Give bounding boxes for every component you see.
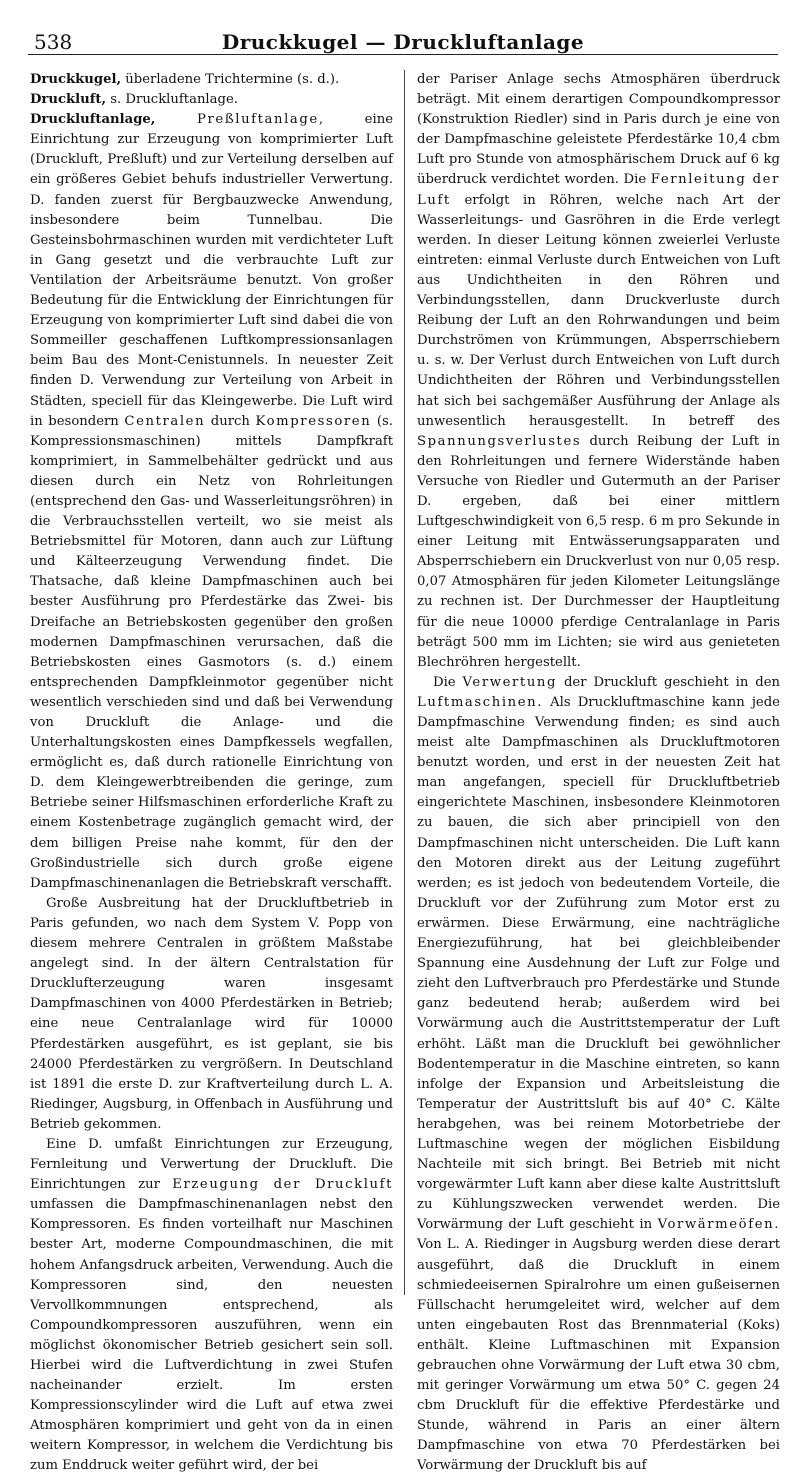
page-header <box>28 14 778 55</box>
spaced-term: Fernleitung der Luft <box>417 172 780 208</box>
paragraph: Große Ausbreitung hat der Druckluftbetrieb in Paris gefunden, wo nach dem System V. Popp von diesem mehrere Centralen in größtem Maßstabe angelegt sind. In der ältern Centralstation für Drucklufterzeugung waren insgesamt Dampfmaschinen von 4000 Pferdestärken in Betrieb; eine neue Centralanlage wird für 10000 Pferdestärken ausgeführt, es ist geplant, sie bis 24000 Pferdestärken zu vergrößern. In Deutschland ist 1891 die erste D. zur Kraftverteilung durch L. A. Riedinger, Augsburg, in Offenbach in Ausführung und Betrieb gekommen. <box>30 895 393 1132</box>
right-column <box>417 70 780 1474</box>
entry-headword: Druckkugel, <box>30 72 122 87</box>
paragraph-text: Als Druckluftmaschine kann jede Dampfmaschine Verwendung finden; es sind auch meist alte Dampfmaschinen als Druckluftmotoren benutzt worden, und erst in der neuesten Zeit hat man angefangen, speciell für Druckluftbetrieb eingerichtete Maschinen, insbesondere Kleinmotoren zu bauen, die sich aber principiell von den Dampfmaschinen nicht unterscheiden. Die Luft kann den Motoren direkt aus der Leitung zugeführt werden; es ist jedoch von bedeutendem Vorteile, die Druckluft vor der Zuführung zum Motor erst zu erwärmen. Diese Erwärmung, eine nachträgliche Energiezuführung, hat bei gleichbleibender Spannung eine Ausdehnung der Luft zur Folge und zieht den Luftverbrauch pro Pferdestärke und Stunde ganz bedeutend herab; außerdem wird bei Vorwärmung auch die Austrittstemperatur der Luft erhöht. Läßt man die Druckluft bei gewöhnlicher Bodentemperatur in die Maschine eintreten, so kann infolge der Expansion und Arbeitsleistung die Temperatur der Austrittsluft bis auf 40° C. Kälte herabgehen, was bei reinem Motorbetriebe der Luftmaschine wegen der möglichen Eisbildung Nachteile mit sich bringt. Bei Betrieb mit nicht vorgewärmter Luft kann aber diese kalte Austrittsluft zu Kühlungszwecken verwendet werden. Die Vorwärmung der Luft geschieht in <box>417 694 780 1233</box>
paragraph-text: Von L. A. Riedinger in Augsburg werden diese derart ausgeführt, daß die Druckluft in einem schmiedeeisernen Spiralrohre um einen gußeisernen Füllschacht herumgeleitet wird, welcher auf dem unten eingebauten Rost das Brennmaterial (Koks) enthält. Kleine Luftmaschinen mit Expansion gebrauchen ohne Vorwärmung der Luft etwa 30 cbm, mit geringer Vorwärmung um etwa 50° C. gegen 24 cbm Druckluft für die effektive Pferdestärke und Stunde, während in Paris an einer ältern Dampfmaschine von etwa 70 Pferdestärken bei Vorwärmung der Druckluft bis auf <box>417 1237 780 1474</box>
entry-text: (s. Kompressionsmaschinen) mittels Dampfkraft komprimiert, in Sammelbehälter gedrückt und aus diesen durch ein Netz von Rohrleitungen (entsprechend den Gas- und Wasserleitungsröhren) in die Verbrauchsstellen verteilt, wo sie meist als Betriebsmittel für Motoren, dann auch zur Lüftung und Kälteerzeugung Verwendung findet. Die Thatsache, daß kleine Dampfmaschinen auch bei bester Ausführung pro Pferdestärke das Zwei- bis Dreifache an Betriebskosten gegenüber den großen modernen Dampfmaschinen verursachen, daß die Betriebskosten eines Gasmotors (s. d.) einem entsprechenden Dampfkleinmotor gegenüber nicht wesentlich verschieden sind und daß bei Verwendung von Druckluft die Anlage- und die Unterhaltungskosten eines Dampfkessels wegfallen, ermöglicht es, daß durch rationelle Einrichtung von D. dem Kleingewerbtreibenden die geringe, zum Betriebe seiner Hilfsmaschinen erforderliche Kraft zu einem Kostenbetrage zugänglich gemacht wird, der dem billigen Preise nahe kommt, für den der Großindustrielle sich durch große eigene Dampfmaschinenanlagen die Betriebskraft verschafft. <box>30 413 393 891</box>
text-columns <box>30 70 780 1474</box>
spaced-term: Verwertung <box>462 674 558 690</box>
page-number: 538 <box>34 30 73 54</box>
paragraph-text: durch Reibung der Luft in den Rohrleitungen und fernere Widerstände haben Versuche von Riedler und Gutermuth an der Pariser D. ergeben, daß bei einer mittlern Luftgeschwindigkeit von 6,5 resp. 6 m pro Sekunde in einer Leitung mit Entwässerungsapparaten und Absperrschiebern ein Druckverlust von nur 0,05 resp. 0,07 Atmosphären für jeden Kilometer Leitungslänge zu rechnen ist. Der Durchmesser der Hauptleitung für die neue 10000 pferdige Centralanlage in Paris beträgt 500 mm im Lichten; sie wird aus genieteten Blechröhren hergestellt. <box>417 433 780 670</box>
entry-text: s. Druckluftanlage. <box>106 92 238 108</box>
entry-druckkugel <box>30 70 393 90</box>
entry-headword: Druckluft, <box>30 92 107 108</box>
paragraph-text: der Druckluft geschieht in den <box>557 674 780 690</box>
spaced-term: Preßluftanlage, <box>155 112 325 128</box>
paragraph <box>417 673 780 1477</box>
paragraph-text: Eine D. umfaßt Einrichtungen zur Erzeugung, Fernleitung und Verwertung der Druckluft. Die Einrichtungen zur <box>30 1136 393 1193</box>
spaced-term: Luftmaschinen. <box>417 694 544 710</box>
column-divider <box>404 70 405 1295</box>
paragraph <box>417 70 780 673</box>
spaced-term: Spannungsverlustes <box>417 433 582 449</box>
entry-druckluft <box>30 90 393 110</box>
spaced-term: Centralen <box>124 413 206 429</box>
entry-text: überladene Trichtermine (s. d.). <box>121 72 340 87</box>
spaced-term: Kompressoren <box>255 413 372 429</box>
spaced-term: Vorwärmeöfen. <box>657 1217 780 1233</box>
paragraph-text: der Pariser Anlage sechs Atmosphären überdruck beträgt. Mit einem derartigen Compoundkompressor (Konstruktion Riedler) sind in Paris durch je eine von der Dampfmaschine geleistete Pferdestärke 10,4 cbm Luft pro Stunde von atmosphärischem Druck auf 6 kg überdruck verdichtet worden. Die <box>417 72 780 188</box>
entry-headword: Druckluftanlage, <box>30 112 156 128</box>
running-head: Druckkugel — Druckluftanlage <box>221 30 585 54</box>
entry-druckluftanlage <box>30 110 393 894</box>
entry-text: eine Einrichtung zur Erzeugung von komprimierter Luft (Druckluft, Preßluft) und zur Verteilung derselben auf ein größeres Gebiet behufs industrieller Verwertung. D. fanden zuerst für Bergbauzwecke Anwendung, insbesondere beim Tunnelbau. Die Gesteinsbohrmaschinen wurden mit verdichteter Luft in Gang gesetzt und die verbrauchte Luft zur Ventilation der Arbeitsräume benutzt. Von großer Bedeutung für die Entwicklung der Einrichtungen für Erzeugung von komprimierter Luft sind dabei die von Sommeiller geschaffenen Luftkompressionsanlagen beim Bau des Mont-Cenistunnels. In neuester Zeit finden D. Verwendung zur Verteilung von Arbeit in Städten, speciell für das Kleingewerbe. Die Luft wird in besondern <box>30 112 393 429</box>
entry-text: durch <box>205 413 256 429</box>
paragraph-text: erfolgt in Röhren, welche nach Art der Wasserleitungs- und Gasröhren in die Erde verlegt werden. In dieser Leitung können zweierlei Verluste eintreten: einmal Verluste durch Entweichen von Luft aus Undichtheiten in den Röhren und Verbindungsstellen, dann Druckverluste durch Reibung der Luft an den Rohrwandungen und beim Durchströmen von Krümmungen, Absperrschiebern u. s. w. Der Verlust durch Entweichen von Luft durch Undichtheiten der Röhren und Verbindungsstellen hat sich bei sachgemäßer Ausführung der Anlage als unwesentlich herausgestellt. In betreff des <box>417 192 780 429</box>
paragraph <box>30 1135 393 1477</box>
spaced-term: Erzeugung der Druckluft <box>172 1177 393 1193</box>
paragraph-text: umfassen die Dampfmaschinenanlagen nebst den Kompressoren. Es finden vorteilhaft nur Maschinen bester Art, moderne Compoundmaschinen, die mit hohem Anfangsdruck arbeiten, Verwendung. Auch die Kompressoren sind, den neuesten Vervollkommnungen entsprechend, als Compoundkompressoren auszuführen, wenn ein möglichst ökonomischer Betrieb gesichert sein soll. Hierbei wird die Luftverdichtung in zwei Stufen nacheinander erzielt. Im ersten Kompressionscylinder wird die Luft auf etwa zwei Atmosphären komprimiert und geht von da in einen weitern Kompressor, in welchem die Verdichtung bis zum Enddruck weiter geführt wird, der bei <box>30 1197 393 1474</box>
paragraph-text: Die <box>433 674 463 690</box>
left-column <box>30 70 393 1474</box>
